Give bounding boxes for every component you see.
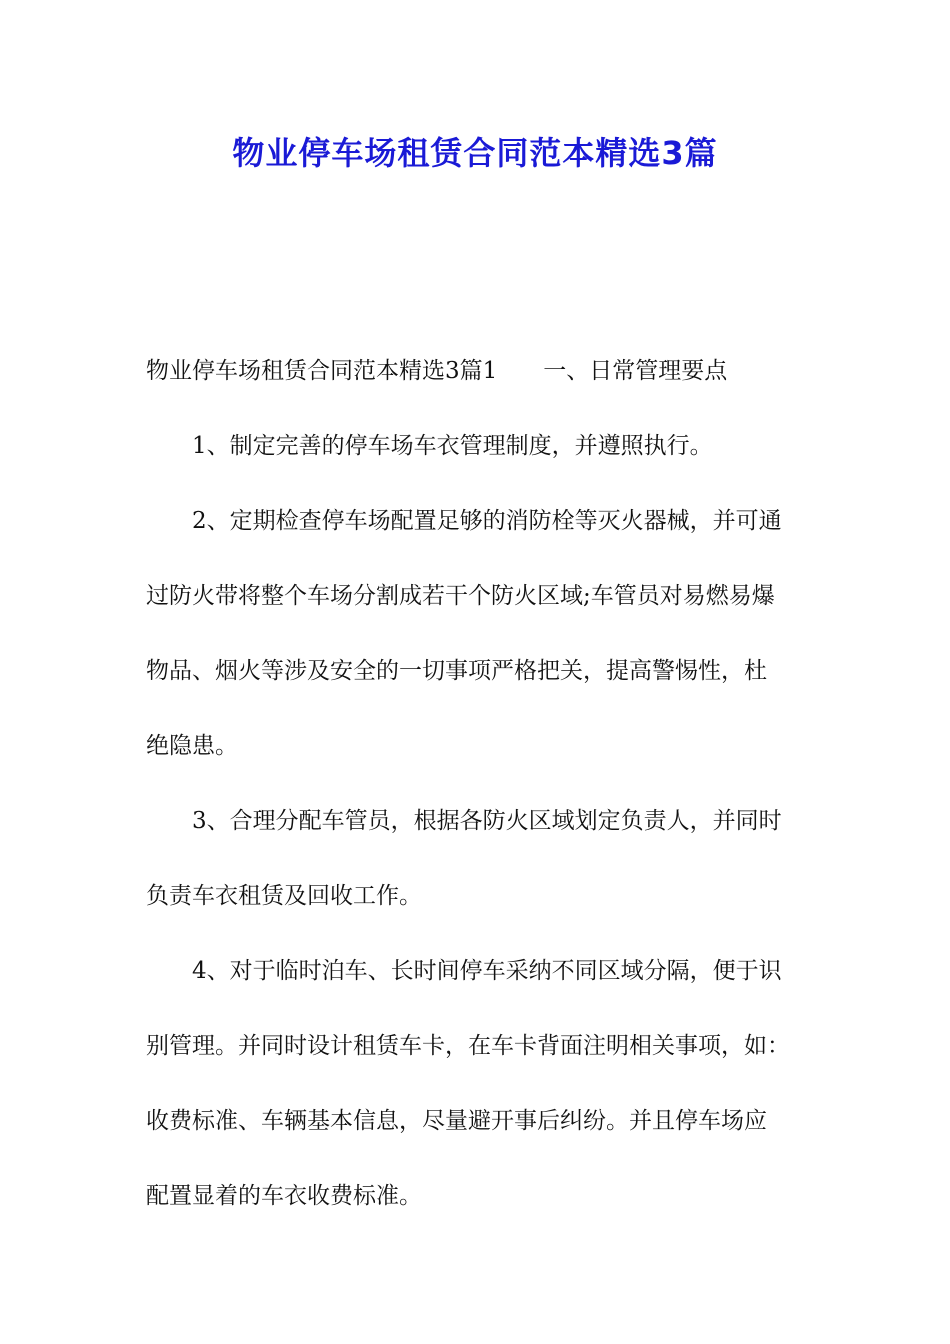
paragraph-line: 配置显着的车衣收费标准。 xyxy=(146,1183,422,1209)
section-heading-title: 物业停车场租赁合同范本精选3篇1 xyxy=(146,358,498,384)
paragraph-line: 3、合理分配车管员，根据各防火区域划定负责人，并同时 xyxy=(192,808,782,834)
document-title: 物业停车场租赁合同范本精选3篇 xyxy=(232,134,718,172)
paragraph-line: 过防火带将整个车场分割成若干个防火区域;车管员对易燃易爆 xyxy=(146,583,775,609)
section-heading-subtitle: 一、日常管理要点 xyxy=(543,358,728,384)
paragraph-line: 别管理。并同时设计租赁车卡，在车卡背面注明相关事项，如： xyxy=(146,1033,790,1059)
paragraph-line: 绝隐患。 xyxy=(146,733,238,759)
paragraph-line: 物品、烟火等涉及安全的一切事项严格把关，提高警惕性，杜 xyxy=(146,658,767,684)
section-heading-line xyxy=(146,334,816,409)
document-body xyxy=(146,334,816,1234)
paragraph-line: 负责车衣租赁及回收工作。 xyxy=(146,883,422,909)
paragraph-line: 1、制定完善的停车场车衣管理制度，并遵照执行。 xyxy=(192,433,713,459)
paragraph-line: 收费标准、车辆基本信息，尽量避开事后纠纷。并且停车场应 xyxy=(146,1108,767,1134)
paragraph-line: 2、定期检查停车场配置足够的消防栓等灭火器械，并可通 xyxy=(192,508,782,534)
paragraph-line: 4、对于临时泊车、长时间停车采纳不同区域分隔，便于识 xyxy=(192,958,782,984)
